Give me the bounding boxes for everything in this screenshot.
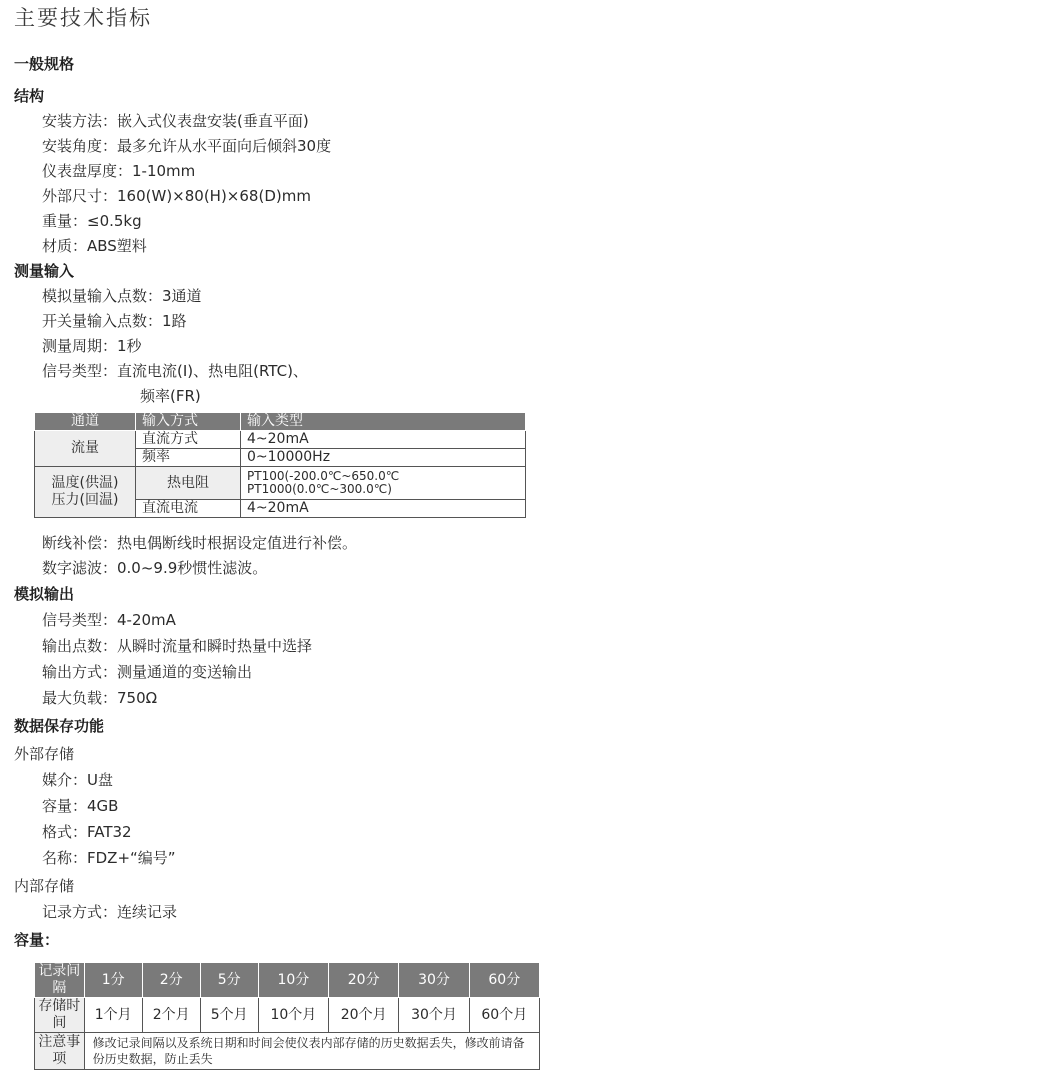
table-cell: 存储时间 [35, 998, 85, 1033]
structure-item: 外部尺寸：160(W)×80(H)×68(D)mm [42, 187, 311, 205]
table-row [35, 467, 526, 500]
external-storage-label: 外部存储 [14, 745, 75, 763]
measure-item-continuation: 频率(FR) [140, 387, 201, 405]
external-item: 名称：FDZ+“编号” [42, 849, 176, 867]
measure-item: 测量周期：1秒 [42, 337, 142, 355]
structure-item: 仪表盘厚度：1-10mm [42, 162, 196, 180]
table-cell: 20个月 [329, 998, 399, 1033]
external-item: 容量：4GB [42, 797, 119, 815]
column-header: 5分 [200, 963, 258, 998]
external-item: 格式：FAT32 [42, 823, 132, 841]
external-item: 媒介：U盘 [42, 771, 113, 789]
column-header: 30分 [399, 963, 469, 998]
table-cell: 30个月 [399, 998, 469, 1033]
table-header-row [35, 963, 540, 998]
cell-line: 压力(回温) [51, 492, 119, 508]
measure-item: 开关量输入点数：1路 [42, 312, 187, 330]
section-data-save: 数据保存功能 [14, 717, 105, 735]
table-cell: 4~20mA [241, 431, 526, 449]
table-cell: 2个月 [142, 998, 200, 1033]
measure-item: 模拟量输入点数：3通道 [42, 287, 202, 305]
table-cell: 修改记录间隔以及系统日期和时间会使仪表内部存储的历史数据丢失，修改前请备份历史数据，防止丢失 [84, 1033, 539, 1070]
section-measure-input: 测量输入 [14, 262, 75, 280]
table-cell [35, 467, 136, 518]
table-cell: 直流电流 [136, 500, 241, 518]
analog-item: 信号类型：4-20mA [42, 611, 176, 629]
analog-item: 输出方式：测量通道的变送输出 [42, 663, 253, 681]
internal-item: 记录方式：连续记录 [42, 903, 178, 921]
structure-item: 材质：ABS塑料 [42, 237, 147, 255]
section-analog-output: 模拟输出 [14, 585, 75, 603]
column-header: 1分 [84, 963, 142, 998]
structure-item: 安装角度：最多允许从水平面向后倾斜30度 [42, 137, 332, 155]
table-cell: 频率 [136, 449, 241, 467]
measure-item: 信号类型：直流电流(I)、热电阻(RTC)、 [42, 362, 308, 380]
section-structure: 结构 [14, 87, 45, 105]
cell-line: PT100(-200.0℃~650.0℃ [247, 469, 400, 483]
table-row [35, 431, 526, 449]
internal-storage-label: 内部存储 [14, 877, 75, 895]
table-cell: 10个月 [258, 998, 328, 1033]
after-table-item: 断线补偿：热电偶断线时根据设定值进行补偿。 [42, 534, 358, 552]
after-table-item: 数字滤波：0.0~9.9秒惯性滤波。 [42, 559, 268, 577]
column-header: 记录间隔 [35, 963, 85, 998]
channel-table [34, 412, 526, 518]
table-row [35, 998, 540, 1033]
table-cell: 直流方式 [136, 431, 241, 449]
table-header-row [35, 413, 526, 431]
capacity-label: 容量： [14, 931, 60, 949]
column-header: 通道 [35, 413, 136, 431]
column-header: 输入方式 [136, 413, 241, 431]
table-cell [241, 467, 526, 500]
table-cell: 注意事项 [35, 1033, 85, 1070]
table-cell: 热电阻 [136, 467, 241, 500]
table-cell: 60个月 [469, 998, 539, 1033]
section-general: 一般规格 [14, 55, 75, 73]
table-cell: 1个月 [84, 998, 142, 1033]
column-header: 60分 [469, 963, 539, 998]
cell-line: PT1000(0.0℃~300.0℃) [247, 482, 392, 496]
structure-item: 安装方法：嵌入式仪表盘安装(垂直平面) [42, 112, 309, 130]
column-header: 20分 [329, 963, 399, 998]
column-header: 输入类型 [241, 413, 526, 431]
cell-line: 温度(供温) [51, 475, 119, 491]
column-header: 10分 [258, 963, 328, 998]
table-cell: 5个月 [200, 998, 258, 1033]
structure-item: 重量：≤0.5kg [42, 212, 142, 230]
page-title: 主要技术指标 [14, 6, 152, 30]
table-cell: 4~20mA [241, 500, 526, 518]
column-header: 2分 [142, 963, 200, 998]
table-cell: 0~10000Hz [241, 449, 526, 467]
analog-item: 最大负载：750Ω [42, 689, 158, 707]
analog-item: 输出点数：从瞬时流量和瞬时热量中选择 [42, 637, 313, 655]
storage-table [34, 962, 540, 1070]
table-cell: 流量 [35, 431, 136, 467]
